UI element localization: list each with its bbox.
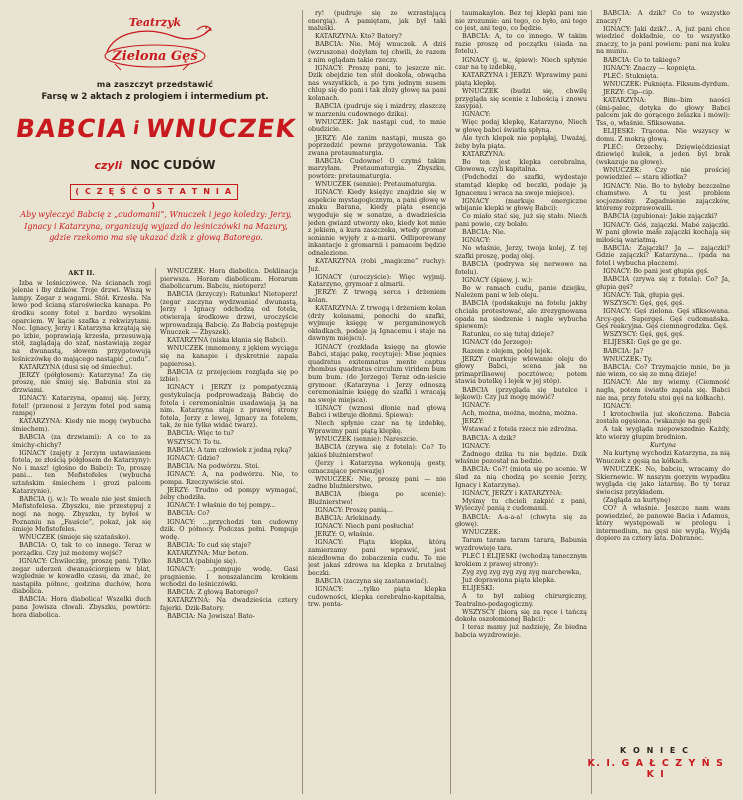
paragraph: ELIJESKI: Trącona. Nie wszyscy w domu. Z mokrą głową. bbox=[596, 126, 730, 143]
paragraph: ry! (pudruje się ze wzrastającą energią). A pamiętam, jak był taki maluśki. bbox=[308, 10, 446, 33]
paragraph: IGNACY: Znaczy — kopnięta. bbox=[603, 63, 697, 72]
paragraph: WNUCZEK (mnemony, z jękiem wyciąga się na kanapie i dyskretnie zapala papierosa). bbox=[160, 344, 298, 368]
paragraph: BABCIA: A dzik? Co to wszystko znaczy? bbox=[596, 10, 730, 25]
paragraph: BABCIA (zgubiona): Jakie zajączki? bbox=[603, 212, 718, 221]
act-heading: AKT II. bbox=[68, 269, 95, 277]
paragraph: BABCIA: Hora diabolica! Wszelki duch pana Jowisza chwali. Zbyszku, powtórz: hora diabolica. bbox=[12, 595, 151, 619]
title-i: i bbox=[131, 117, 142, 139]
paragraph: IGNACY: Proszę panią... bbox=[315, 506, 393, 514]
paragraph: IGNACY (wznosi dłonie nad głową Babci i wibruje dłońmi. Śpiewa): bbox=[308, 403, 446, 420]
paragraph: IGNACY: bbox=[603, 401, 632, 410]
text-column-2 bbox=[160, 268, 298, 794]
paragraph: IGNACY: Tak, głupia gęś. bbox=[603, 290, 685, 299]
paragraph: BABCIA: Co? Trzymajcie mnie, bo ja nie wiem, co się ze mną dzieje! bbox=[596, 362, 730, 379]
paragraph: JERZY (markuje wlewanie oleju do głowy Babci, scena jak na primaprilisowej pocztówce; potem stawia butelkę i lejek w jej stóp). bbox=[455, 354, 587, 386]
paragraph: CO? A właśnie. Jeszcze nam wam powiedzieć, że panowie Bacia i Adamus, który występowali w prologu i intermedium, na gęsi nie wyglą. Wyjdą dopiero za cztery lata. Dobranoc. bbox=[596, 503, 730, 543]
paragraph: WSZYSCY: Gęś, gęś, gęś. bbox=[603, 330, 685, 339]
paragraph: BABCIA: Na podwórzu. Stoi. bbox=[167, 461, 260, 470]
paragraph: KATARZYNA (robi „magiczne” ruchy): Już. bbox=[308, 257, 446, 273]
paragraph: IGNACY: bbox=[462, 401, 491, 410]
paragraph: JERZY: bbox=[462, 417, 485, 426]
paragraph: IGNACY: A, na podwórzu. Nie, to pompa. Rzeczywiście stoi. bbox=[160, 469, 298, 486]
paragraph: WSZYSCY: To tu. bbox=[167, 437, 222, 446]
paragraph: Bo w ramach cudu, panie dziejku, Należem pani w leb oleju. bbox=[455, 283, 587, 300]
paragraph: BABCIA (krzyczy): Ratunku! Nietoperz! (zegar zaczyna wydzwaniać dwunastą, Jerzy i Ignacy odchodzą od fotela, otwierają środkowe drzwi, uroczyście wprowadzają Babcię. Za Babcią postępuje Wnuczek — Zbyszek). bbox=[160, 290, 298, 337]
paragraph: BABCIA: To cud się staje? bbox=[167, 540, 251, 549]
paragraph: BABCIA: A dzik? bbox=[462, 433, 516, 442]
zielona-ges-logo bbox=[85, 12, 225, 76]
paragraph: BABCIA (podskakuje na fotelu jakby chciała protestować, ale zrezygnowana opada na siedzenie i nagle wybucha śpiewem): bbox=[455, 299, 587, 331]
paragraph: KATARZYNA i JERZY: Wprawimy pani piątą klepkę. bbox=[455, 71, 587, 87]
play-header bbox=[12, 10, 298, 260]
paragraph: BABCIA: Zajączki? Ja — zajączki? Gdzie zajączki? Katarzyna... (pada na fotel i wybucha płaczem). bbox=[596, 243, 730, 267]
paragraph: KATARZYNA: Na dwadzieścia cztery fajerki. Dzik-Batory. bbox=[160, 596, 298, 613]
logo-text-bottom: Zielona Gęś bbox=[112, 49, 198, 64]
paragraph: ELIJESKI: Gęś ge ge ge. bbox=[603, 338, 682, 347]
paragraph: BABCIA: Więc to tu? bbox=[167, 429, 234, 438]
paragraph: A to był zabieg chirurgiczny, Teatralno-pedagogiczny. bbox=[455, 591, 587, 608]
paragraph: BABCIA: Na Jowisza! Bato- bbox=[167, 612, 255, 621]
paragraph: WNUCZEK: No, babciu, wracamy do Skiernewic. W naszym gorzym wypadku wygląda cię jako latarnię. Bo ty teraz świecisz przykładem. bbox=[596, 464, 730, 496]
paragraph: I teraz mamy już nadzieję, Że biedna babcia wyzdrowieje. bbox=[455, 623, 587, 639]
paragraph: BABCIA: O, tak to co innego. Teraz w porządku. Czy już możemy wejść? bbox=[12, 541, 151, 557]
text-column-3 bbox=[308, 10, 446, 794]
paragraph: IGNACY i JERZY (z pompatycznią gestykulacją podprowadzają Babcię do fotela i ceremonialnie usadawiają ją na nim. Katarzyna staje z prawej strony fotela, Jerzy z lewej, Ignacy za fotelem, tak, że nie tylko widać twarz). bbox=[160, 383, 298, 430]
play-title bbox=[13, 106, 299, 150]
title-wnuczek: WNUCZEK bbox=[143, 113, 299, 143]
column-rule bbox=[450, 10, 451, 794]
paragraph: IGNACY: bbox=[462, 110, 491, 119]
paragraph: WNUCZEK (śmieje się szatańsko). bbox=[19, 533, 131, 542]
paragraph: IGNACY: ...tylko piąta klepka cudowności, klepka cerebralno-kapitalna, trw. penta- bbox=[308, 584, 446, 609]
paragraph: I krotochwila już skończona. Babcia została ogęsiona. (wskazuje na gęś) bbox=[596, 409, 730, 426]
paragraph: IGNACY: Piąta klepka, którą zamierzamy pani wprawić, jest niezdłowna do zobaczenia cudu. To nie jest jakaś zdrowa na klepka z brutalnej beczki. bbox=[308, 538, 446, 577]
paragraph: JERZY: Cip--cip. bbox=[603, 87, 655, 96]
paragraph: Ach, można, można, można, można. bbox=[462, 409, 578, 418]
paragraph: Zyg zyg zyg zyg zyg zyg marchewka, bbox=[462, 567, 582, 576]
paragraph: BABCIA (zrywa się z fotela): Co? Ja, głupia gęś? bbox=[596, 275, 730, 291]
play-subtitle: Farsę w 2 aktach z prologiem i intermedium pt. bbox=[41, 92, 269, 102]
paragraph: KATARZYNA: Mur beton. bbox=[167, 548, 249, 557]
paragraph: Więc podaj klepkę, Katarzyno, Niech w głowę babci światła spłyną. bbox=[455, 118, 587, 134]
paragraph: IGNACY: bbox=[462, 236, 491, 245]
paragraph: BABCIA: Cudowne! O czymś takim marzyłam. Pretaumaturgia. Zbyszku, powtórz: pretaumaturgia. bbox=[308, 156, 446, 180]
paragraph: WNUCZEK: Jak nastąpi cud, to mnie obudzicie. bbox=[308, 117, 446, 134]
paragraph: BABCIA (za drzwiami): A co to za śmichy-chichy? bbox=[12, 432, 151, 449]
paragraph: BABCIA (przygląda się butelce i lejkowi): Czy już mogę mówić? bbox=[455, 385, 587, 402]
paragraph: BABCIA: Nie. bbox=[462, 228, 506, 237]
paragraph: IGNACY: bbox=[462, 441, 491, 450]
logo-text-top: Teatrzyk bbox=[128, 16, 182, 29]
paragraph: PLEĆ: Stuknięta. bbox=[603, 71, 659, 80]
paragraph: IGNACY: Kiedy księżyc znajdzie się w aspekcie mystagogicznym, a pani głowę w znaku Barana, kiedy piąta esencja wygoduje się w sonatze, a dwadzieścia jeden gwiazd utworzy oko, kiedy kot mnie z jekiem, a kura zaszczeka, wtedy gromar sonianie wyjęły z a‑marii. Odliporewany inkantacje z gromarnii i pamacem będzie odnalezione. bbox=[308, 188, 446, 257]
paragraph: KATARZYNA: Z trwogą i drżeniem kolan (drży kolanami, ponochi do szafki, wyjmuje księgę w pergaminowych okładkach, podaje ją Ignacemu i staje na dawnym miejscu). bbox=[308, 304, 446, 343]
paragraph: IGNACY: Góś, zajączki. Mabé zajączki. W pani głowie małe zajączki kochają się miłością wariatmą. bbox=[596, 220, 730, 244]
paragraph: JERZY: Trudno od pompy wymagać, żeby chodziła. bbox=[160, 485, 298, 502]
paragraph: BABCIA: Ja? bbox=[603, 346, 644, 355]
paragraph: BABCIA: Arlekinady. bbox=[315, 514, 382, 523]
paragraph: WSZYSCY (biorą się za ręce i tańczą dokoła oszołomionej Babci): bbox=[455, 607, 587, 624]
paragraph: BABCIA: Z głową Batorego? bbox=[167, 588, 259, 597]
paragraph: Na kurtynę wychodzi Katarzyna, za nią Wnuczek z gęsią na kółkach. bbox=[596, 449, 730, 465]
paragraph: IGNACY (j. w., śpiew): Niech spłynie czar na tę izdebkę, bbox=[455, 55, 587, 72]
paragraph: WNUCZEK: bbox=[462, 528, 501, 537]
paragraph: Już doprawiona piąta klepka. bbox=[462, 575, 557, 584]
paragraph: BABCIA (biega po scenie): Bluźnierstwo! bbox=[308, 490, 446, 506]
paragraph: BABCIA (pudruje się i mizdrzy, złaszczę w marzeniu cudownego dzika). bbox=[308, 102, 446, 118]
presents-line: ma zaszczyt przedstawić bbox=[96, 80, 214, 89]
text-column-5 bbox=[596, 10, 730, 742]
paragraph: (Jerzy i Katarzyna wykonują gesty, oznaczające perswazję) bbox=[308, 458, 446, 475]
paragraph: IGNACY: Bo pani jest głupia gęś. bbox=[603, 267, 710, 276]
paragraph: WNUCZEK (sennie): Pretaumaturgia. bbox=[315, 180, 437, 189]
paragraph: BABCIA: Nie. Mój wnuczek. A dziś (wzruszona) dożyłam tej chwili, że razem z nim oglądam takie rzeczy. bbox=[308, 40, 446, 64]
paragraph: Bo ten jest klepka cerebralna, Głowowa, czyli kapitalna. bbox=[455, 157, 587, 174]
column-rule bbox=[155, 268, 156, 794]
paragraph: Myśmy tu chcieli zakpić z pani, Wyleczyć panią z cudomanii. bbox=[455, 496, 587, 513]
text-column-4 bbox=[455, 10, 587, 794]
paragraph: BABCIA: A tam człowiek z jedną ręką? bbox=[167, 445, 292, 454]
paragraph: IGNACY (zajęty z Jerzym ustawianiem fotela, ze złością półgłosem do Katarzyny): No i masz! (głośno do Babci): To, proszę pani... ten Mefistofeles (wybucha sztańskim śmiechem i grozi palcem Katarzynie). bbox=[12, 448, 151, 495]
paragraph: Izba w leśniczówce. Na ścianach rogi jelenie i łby dzików. Troje drzwi. Wiszą w lampy. Zegar z wagami. Stół. Krzesła. Na lewo pod ścianą staroświecka kanapa. Po środku sceny fotel z bardzo wysokim oparciem. W kącie szafka z rekwizytami. Noc. Ignacy, Jerzy i Katarzyna krzątają się po izbie, poprawiają krzesła, przesuwają stół, zaglądają do szaf, nastawiają zegar na dwunastą, słowem przygotowują leśniczówkę do mającego nastąpić „cudu”. bbox=[12, 278, 151, 363]
intro-text: Aby wyleczyć Babcię z „cudomanii”, Wnuczek i jego koledzy: Jerzy, Ignacy i Katarzyna, organizują wyjazd do leśniczówki na Mazury, gdzie rzekomo ma się ukazać dzik z głową Batorego. bbox=[20, 210, 292, 242]
paragraph: WSZYSCY: Gęś, gęś, gęś. bbox=[603, 298, 685, 307]
paragraph: taumakaylon. Bez tej klepki pani nie nie zrozumie: ani tego, co było, ani tego co jest, ani tego, co będzie. bbox=[455, 10, 587, 33]
paragraph: IGNACY: Jaki dzik?... A, już pani chce wiedzieć dokładnie, co to wszystko znaczy, to ja pani powiem: pani ma kuku na muniu. bbox=[596, 24, 730, 56]
paragraph: IGNACY: Gdzie? bbox=[167, 453, 220, 462]
paragraph: WNUCZEK: Ty. bbox=[603, 354, 653, 363]
title-babcia: BABCIA bbox=[13, 113, 130, 143]
paragraph: PLEĆ: Orzechy. Dzięwięćdziesiąt dziewięć kulek, a jeden byl brak (wskazuje na głowę). bbox=[596, 142, 730, 166]
paragraph: JERZY (półgłosem): Katarzyna! Za cię proszę, nie śmiej się. Babunia stoi za drzwiami. bbox=[12, 370, 151, 394]
paragraph: IGNACY: Gęś zielona. Gęś sfiksowana. Arcy-gęś. Supergęś. Gęś cudomańska. Gęś reakcyjna. Gęś ciemnogrodzka. Gęś. bbox=[596, 307, 730, 331]
alt-title bbox=[12, 158, 298, 172]
paragraph: KATARZYNA: Kiedy nie mogę (wybucha śmiechem). bbox=[12, 417, 151, 433]
paragraph: Wstawać z fotela rzecz nie zdrożna. bbox=[462, 425, 578, 434]
paragraph: IGNACY (markuje energiczne wbijanie klepki w głowę Babci): bbox=[455, 196, 587, 213]
paragraph: IGNACY, JERZY i KATARZYNA: bbox=[462, 488, 563, 497]
paragraph: IGNACY (rozkłada księgę na głowie Babci, stając pakę, recytuje): Mise jeqnies quadratus exitemnatus mente captus rhombus quadratus circulum viridem bum bum bum. (do Jerzego) Teraz odn‑ieście grymoar. (Katarzyna i Jerzy odnoszą ceremonialnie księgę do szafki i wracają na swoje miejsca). bbox=[308, 342, 446, 404]
paragraph: KATARZYNA (dusi się od śmiechu). bbox=[19, 362, 133, 371]
paragraph: Ale tych klepek nie popląłaj, Uważaj, żeby była piąta. bbox=[455, 134, 587, 150]
paragraph: Żadnego dzika tu nie będzie. Dzik właśnie pozostał na bedzie. bbox=[455, 449, 587, 466]
paragraph: IGNACY: I właśnie do tej pompy... bbox=[167, 501, 276, 510]
paragraph: IGNACY (śpiew, j. w.): bbox=[462, 275, 533, 284]
paragraph: WNUCZEK: Czy nie prościej powiedzieć — stara idiotka? bbox=[596, 165, 730, 182]
paragraph: IGNACY: Ale my wiemy. (Ciemność nagła, potem światło zapala się. Babci nie ma, przy fotelu stoi gęś na kółkach). bbox=[596, 378, 730, 402]
paragraph: Co miało stać się, już się stało. Niech pani powie, czy bolało. bbox=[455, 212, 587, 229]
paragraph: WNUCZEK (sennie): Nareszcie. bbox=[315, 435, 418, 444]
author-name: K. I. G A Ł C Z Y Ń S K I bbox=[587, 758, 725, 780]
paragraph: BABCIA (pabiuje się). bbox=[167, 556, 238, 565]
paragraph: BABCIA: A, to co innego. W takim razie proszę od początku (siada na fotelu). bbox=[455, 32, 587, 56]
paragraph: BABCIA: Co? bbox=[167, 509, 210, 518]
paragraph: WNUCZEK: Puknięta. Fiksum-dyrdum. bbox=[603, 79, 730, 88]
paragraph: KATARZYNA: bbox=[462, 149, 506, 158]
paragraph: JERZY: Ale zanim nastąpi, musza go poprzedzić pewne przygotowania. Tak zwana pretaumaturgia. bbox=[308, 133, 446, 157]
paragraph: (Zagląda za kurtynę) bbox=[603, 495, 671, 504]
paragraph: Razem z olejem, polej lejek. bbox=[462, 346, 553, 355]
paragraph: IGNACY (do Jerzego): bbox=[462, 338, 533, 347]
paragraph: KATARZYNA: Bim--bim naości (śmi‑palec, dotyka do głowy Babci palcem jak do gorącego żelazka i mówi): Tss, o, właśnie. Sfiksowana. bbox=[596, 96, 730, 127]
paragraph: Niech spłynie czar na tę izdebkę, Wprawimy pani piątą klepkę. bbox=[308, 419, 446, 436]
paragraph: (Podchodzi do szafki, wydostaje stamtąd klepkę od beczki, podaje ją Ignacemu i wraca na swoje miejsce). bbox=[455, 173, 587, 197]
paragraph: WNUCZEK (budzi się, chwilę przygląda się scenie z lubością i znowu zasypia). bbox=[455, 86, 587, 111]
paragraph: KATARZYNA: Kto? Batory? bbox=[315, 32, 402, 41]
column-rule bbox=[302, 10, 303, 794]
paragraph: IGNACY: Proszę pani, to jeszcze nic. Dzik obejdzie ten stół dookoła, obwącha nas wszystkich, a po tym jednym susem chlup się do pani i tak złoży głowę na pani kolanach. bbox=[308, 63, 446, 103]
paragraph: BABCIA: A-a-a-a! (chwyta się za głowę). bbox=[455, 512, 587, 529]
paragraph: ELIJESKI: bbox=[462, 583, 495, 592]
paragraph: JERZY: Z trwogą serca i drżeniem kolan. bbox=[308, 288, 446, 304]
paragraph: IGNACY: Niech pani posłucha! bbox=[315, 522, 415, 531]
paragraph: BABCIA (zaczyna się zastanawiać). bbox=[315, 576, 429, 585]
paragraph: PLEĆ I ELIJESKI (wchodzą tanecznym krokiem z prawej strony): bbox=[455, 551, 587, 568]
paragraph: IGNACY: Chwileczkę, proszę pani. Tylko zegar uderzeń dwanaściorgiem w blat, wzglednie w kowadło czasu, da znać, że nastąpiła północ, godzina duchów, hora diabolica. bbox=[12, 556, 151, 596]
goose-logo-icon bbox=[85, 12, 225, 76]
paragraph: JERZY: O, właśnie. bbox=[315, 530, 375, 539]
paragraph: KATARZYNA (niska kłania się Babci). bbox=[167, 336, 288, 345]
paragraph: IGNACY (uroczyście): Więc wyjmij. Katarzyno, grymoar z almarii. bbox=[308, 272, 446, 289]
paragraph: BABCIA (podrywa się nerwowo na fotelu). bbox=[455, 260, 587, 276]
part-label: ( C Z Ę Ś Ć O S T A T N I A ) bbox=[70, 184, 238, 200]
paragraph: BABCIA: Co?! (miota się po scenie. W ślad za nią chodzą po scenie Jerzy, Ignacy i Katarzyna). bbox=[455, 465, 587, 489]
paragraph: No właśnie, Jerzy, twoja kolej, Z tej szafki proszę, podaj olej. bbox=[455, 244, 587, 260]
czyli-word: czyli bbox=[94, 159, 123, 172]
paragraph: Ratunku, co się tutaj dzieje? bbox=[462, 330, 554, 339]
paragraph: Kurtyna bbox=[650, 441, 676, 450]
noc-cudow: NOC CUDÓW bbox=[130, 158, 216, 172]
paragraph: IGNACY: Nie. Bo to byłoby bezczelne chamstwo. A tu jest problem socjoznośny. Zagadnienie zajączków, któremy rozprawowaili. bbox=[596, 181, 730, 213]
paragraph: IGNACY: ...pompuje wodę. Gasi pragnienie. I nonszalancim krokiem wchodzi do leśniczówki. bbox=[160, 565, 298, 589]
paragraph: BABCIA: Co to takiego? bbox=[603, 55, 680, 64]
paragraph: Taram taram taram tarara, Babunia wyzdrowieje tara. bbox=[455, 536, 587, 552]
paragraph: BABCIA (z przejęciem rozgląda się po izbie). bbox=[160, 367, 298, 384]
paragraph: WNUCZEK: Nie, proszę pani — nie żadne bluźnierstwo. bbox=[308, 474, 446, 491]
paragraph: A tak wygląda niepowszednio Każdy, kto wierzy głupim brednion. bbox=[596, 425, 730, 442]
paragraph: BABCIA (zrywa się z fotela): Co? To jakieś bluźnierstwo! bbox=[308, 443, 446, 459]
paragraph: IGNACY: Katarzyna, opanuj się. Jerzy, fotel! (przenosi z Jerzym fotel pod samą rampę) bbox=[12, 394, 151, 418]
text-column-1 bbox=[12, 268, 151, 794]
paragraph: WNUCZEK: Hora diabolica. Deklinacja pierwsza. Horam diabolicam. Horarum diabolicarum. Babciu, nietoperz! bbox=[160, 268, 298, 291]
paragraph: BABCIA (j. w.): To weale nie jest śmiech Mefistofelesa. Zbyszku, nie przestępuj z nogi na nogę. Zbyszku, ty byłeś w Poznaniu na „Fauście”, pokaż, jak się śmieje Mefistofeles. bbox=[12, 494, 151, 534]
column-rule bbox=[591, 10, 592, 794]
paragraph: IGNACY: ...przychodzi ten cudowny dzik. O północy. Podczas pełni. Pompuje wodę. bbox=[160, 517, 298, 541]
koniec-label: K O N I E C bbox=[620, 746, 690, 755]
